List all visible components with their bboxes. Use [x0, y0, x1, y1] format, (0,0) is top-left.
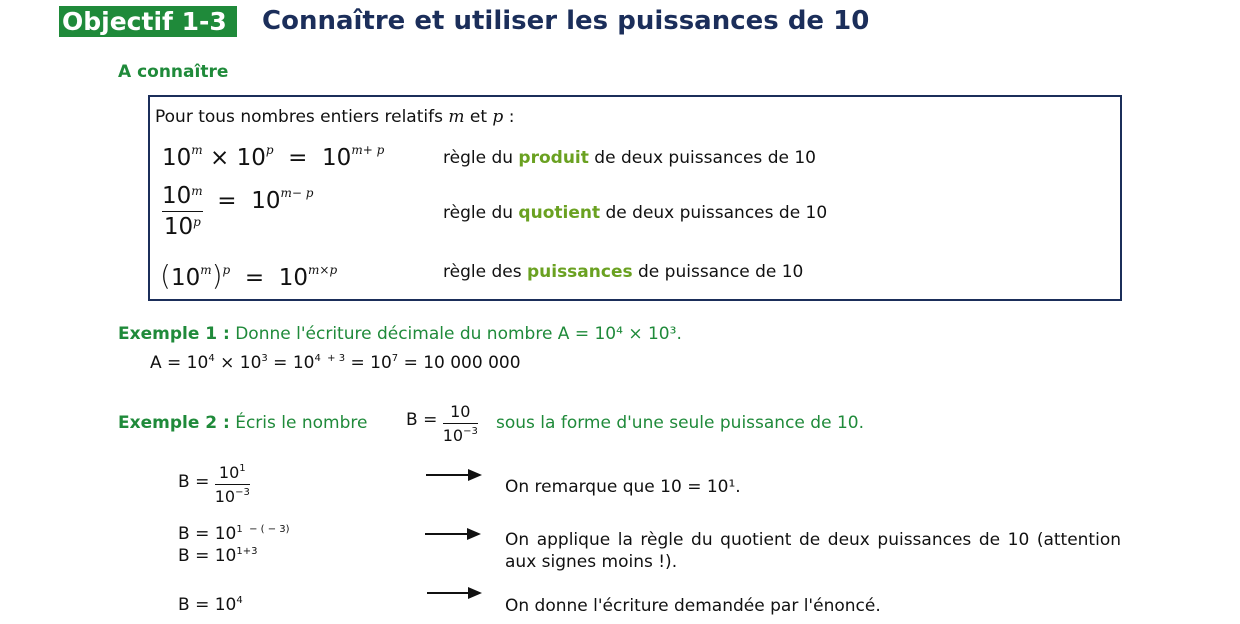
step2-note: On applique la règle du quotient de deux puissances de 10 (attention aux signes moins !). — [505, 530, 1121, 572]
step1-formula: B = $\frac{10^1}{10^{-3}}$ — [178, 463, 250, 506]
step1-note: On remarque que 10 = 10¹. — [505, 477, 741, 497]
formula-product: $10^m \times 10^p = 10^{m+ p}$ — [162, 143, 385, 171]
example2-label: Exemple 2 : Écris le nombre — [118, 413, 368, 433]
example2-fraction: B = $\frac{10}{10^{-3}}$ — [406, 402, 478, 445]
objective-tag: Objectif 1-3 — [59, 6, 237, 37]
rule-power: règle des puissances de puissance de 10 — [443, 262, 804, 282]
page-title: Connaître et utiliser les puissances de 10 — [262, 6, 870, 36]
formula-power: $(10^m)^p = 10^{m\times p}$ — [160, 259, 338, 292]
example2-statement-end: sous la forme d'une seule puissance de 10. — [496, 413, 864, 433]
rule-product: règle du produit de deux puissances de 10 — [443, 148, 816, 168]
example1-statement: Exemple 1 : Donne l'écriture décimale du nombre A = 10⁴ × 10³. — [118, 324, 682, 344]
arrow-right-icon — [427, 592, 478, 594]
section-label: A connaître — [118, 62, 229, 82]
rule-quotient: règle du quotient de deux puissances de 10 — [443, 203, 828, 223]
rules-intro: Pour tous nombres entiers relatifs m et p : — [155, 107, 515, 127]
arrow-right-icon — [425, 533, 477, 535]
arrow-right-icon — [426, 474, 478, 476]
step3-note: On donne l'écriture demandée par l'énoncé. — [505, 596, 881, 616]
step2-formula-a: $B = 10^{1 - ( - 3)}$ — [178, 524, 290, 544]
formula-quotient: $\frac{10^m}{10^p}$ = $10^{m- p}$ — [162, 183, 314, 240]
step2-formula-b: $B = 10^{1+3}$ — [178, 546, 258, 566]
example1-solution: $A = 10^4 \times 10^3 = 10^{4 + 3} = 10^7 = 10$ 000 000 — [150, 353, 521, 373]
step3-formula: $B = 10^4$ — [178, 595, 243, 615]
